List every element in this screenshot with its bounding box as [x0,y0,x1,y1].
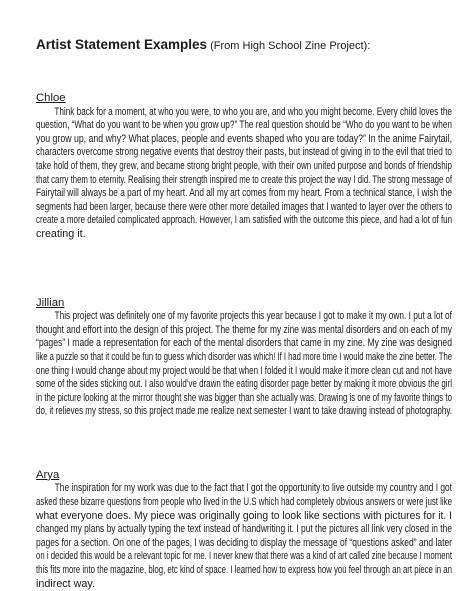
statement-section-chloe [36,92,453,242]
paragraph-line: This project was definitely one of my favorite projects this year because I got to make it my own. I put a lot of [54,310,452,323]
paragraph-line: “pages” I made a representation for each of the mental disorders that came in my zine. My zine was designed [36,337,452,350]
paragraph-line: you grow up, and why? What places, people and events shaped who you are today?” In the anime Fairytail, [36,132,453,145]
statement-paragraph [36,482,453,591]
student-name: Chloe [36,92,66,104]
title-main: Artist Statement Examples [36,37,208,52]
statement-section-arya [36,468,453,591]
student-name: Jillian [36,296,65,309]
paragraph-line: this fits more into the magazine, blog, etc kind of space. I learned how to express how you feel through an art piece in an [36,564,452,577]
paragraph-line: asked these bizarre questions from people who lived in the U.S which had completely obvious answers or were just like [36,496,452,509]
paragraph-line: that carry them to eternity. Realising their strength inspired me to create this project the way I did. The strong message of [36,173,452,186]
statement-paragraph [36,105,453,242]
paragraph-line: some of the sides sticking out. I also would’ve drawn the eating disorder page better by making it more obvious the girl [36,378,452,391]
statement-section-jillian [36,296,453,419]
paragraph-line: changed my plans by actually typing the text instead of handwriting it. I put the pictures all link very closed in the [36,523,452,536]
paragraph-line: thought and effort into the design of this project. The theme for my zine was mental disorders and on each of my [36,323,452,336]
paragraph-line: indirect way. [36,577,95,590]
paragraph-line: Think back for a moment, at who you were, to who you are, and who you might become. Every child loves the [54,105,452,118]
paragraph-line: on i decided this would be a relevant topic for me. I never knew that there was a kind of art called zine because I moment [36,550,453,563]
paragraph-line: pages for a section. On one of the pages, I was deciding to display the message of “questions asked” and later [36,536,453,549]
paragraph-line: creating it. [36,227,86,240]
paragraph-line: in the picture looking at the mirror thought she was bigger than she actually was. Drawing is one of my favorite things to [36,391,452,404]
statement-paragraph [36,310,453,419]
paragraph-line: take hold of them, they grew, and became strong bright people, with their own united purpose and bonds of friendship [36,159,453,172]
paragraph-line: like a puzzle so that it could be fun to guess which disorder was which! If I had more time I would make the zine better. The [36,350,452,363]
paragraph-line: segments had been larger, because there were other more detailed images that I wanted to layer over the others to [36,200,453,213]
paragraph-line: The inspiration for my work was due to the fact that I got the opportunity to live outside my country and I got [54,482,453,495]
paragraph-line: do, it relieves my stress, so this project made me realize next semester I want to take drawing instead of photography. [36,405,453,418]
paragraph-line: create a more detailed complicated approach. However, I am satisfied with the outcome this piece, and had a lot of fun [36,214,452,227]
paragraph-line: Fairytail will always be a part of my heart. And all my art comes from my heart. From a technical stance, I wish the [36,187,452,200]
paragraph-line: one thing I would change about my project would be that when I folded it I would make it more clean cut and not have [36,364,452,377]
paragraph-line: characters overcome strong negative events that destroy their pasts, but instead of giving in to the evil that tried to [36,146,452,159]
paragraph-line: question, “What do you want to be when you grow up?” The real question should be “Who do you want to be when [36,119,452,132]
title-subtitle: (From High School Zine Project): [207,40,371,52]
section-spacer [36,419,450,469]
paragraph-line: what everyone does. My piece was originally going to look like sections with pictures for it. I [36,509,453,522]
section-spacer [36,242,450,297]
document-title [36,36,450,55]
student-name: Arya [36,468,60,481]
